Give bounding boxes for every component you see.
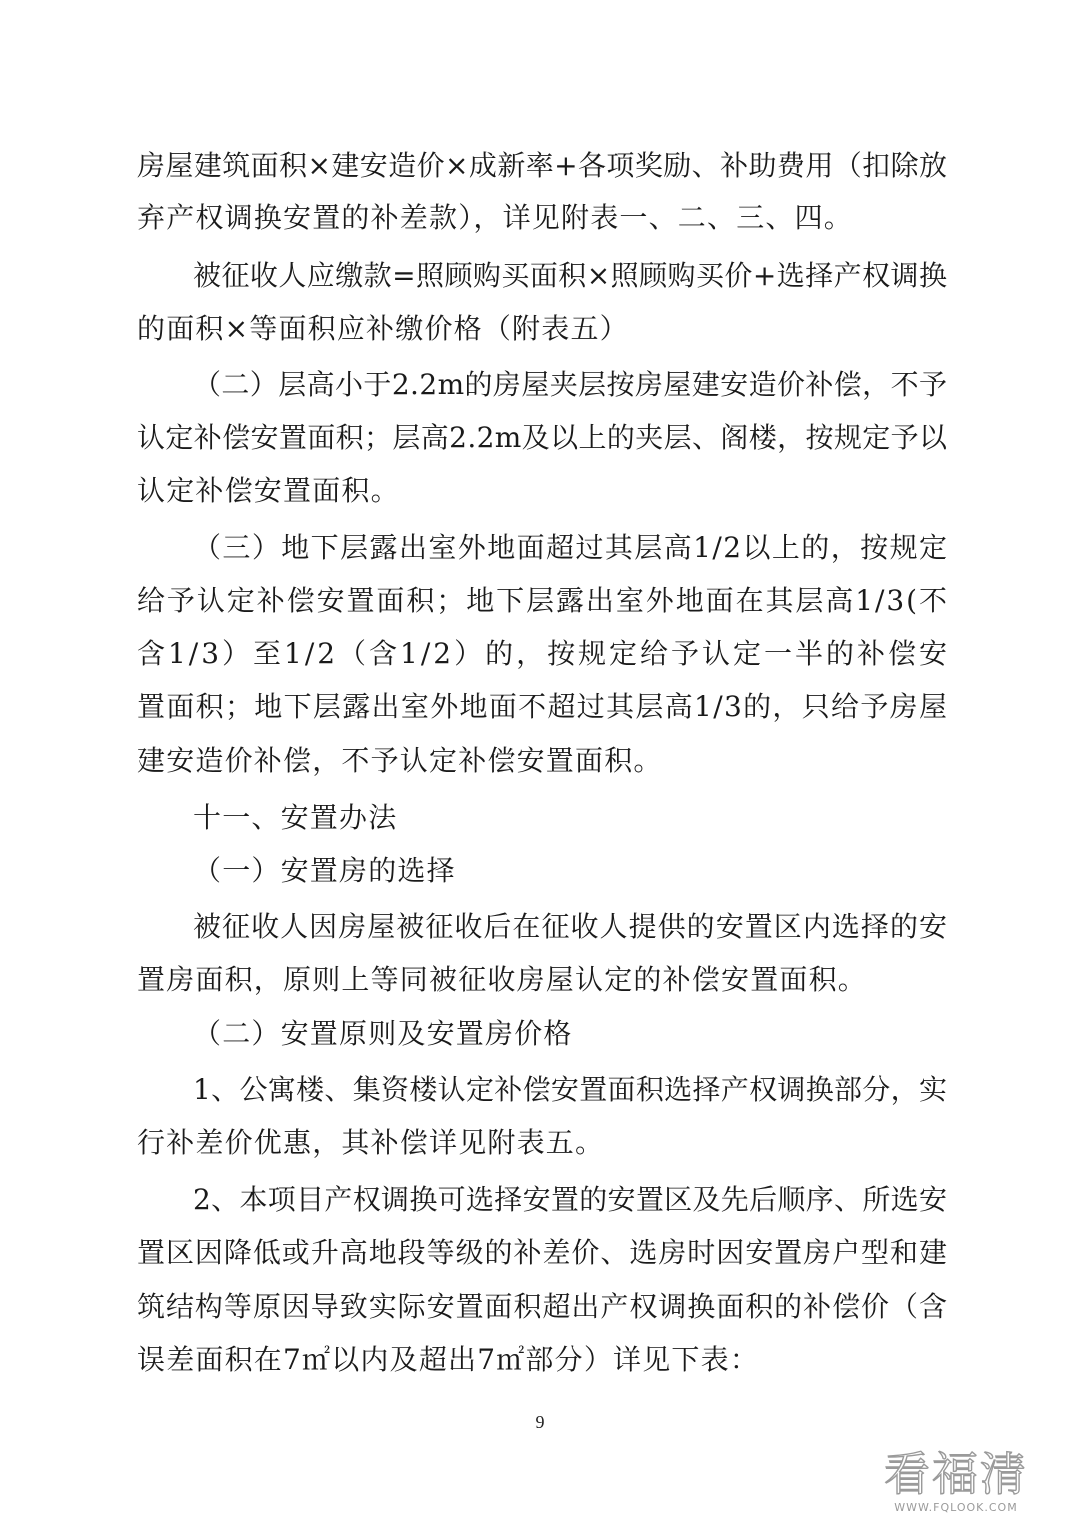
text-line-12: 建安造价补偿，不予认定补偿安置面积。	[137, 744, 663, 777]
text-line-18: 1、公寓楼、集资楼认定补偿安置面积选择产权调换部分，实	[193, 1073, 948, 1106]
page-number: 9	[535, 1412, 545, 1432]
text-line-20: 2、本项目产权调换可选择安置的安置区及先后顺序、所选安	[193, 1183, 948, 1216]
text-line-3: 被征收人应缴款=照顾购买面积×照顾购买价+选择产权调换	[193, 259, 948, 292]
watermark	[856, 1449, 1056, 1514]
text-line-6: 认定补偿安置面积；层高2.2m及以上的夹层、阁楼，按规定予以	[137, 421, 948, 454]
text-line-10: 含1/3）至1/2（含1/2）的，按规定给予认定一半的补偿安	[137, 637, 950, 670]
section-heading-eleven: 十一、安置办法	[193, 801, 398, 834]
text-line-22: 筑结构等原因导致实际安置面积超出产权调换面积的补偿价（含	[137, 1290, 948, 1323]
text-line-2: 弃产权调换安置的补差款），详见附表一、二、三、四。	[137, 201, 854, 234]
watermark-url: WWW.FQLOOK.COM	[894, 1501, 1018, 1514]
text-line-8: （三）地下层露出室外地面超过其层高1/2以上的，按规定	[193, 531, 949, 564]
text-line-11: 置面积；地下层露出室外地面不超过其层高1/3的，只给予房屋	[137, 690, 949, 723]
watermark-logo: 看福清	[884, 1447, 1028, 1501]
subsection-heading-two: （二）安置原则及安置房价格	[193, 1017, 573, 1050]
text-line-4: 的面积×等面积应补缴价格（附表五）	[137, 312, 629, 345]
text-line-21: 置区因降低或升高地段等级的补差价、选房时因安置房户型和建	[137, 1236, 948, 1269]
text-line-19: 行补差价优惠，其补偿详见附表五。	[137, 1126, 605, 1159]
subsection-heading-one: （一）安置房的选择	[193, 854, 456, 887]
text-line-23: 误差面积在7㎡以内及超出7㎡部分）详见下表：	[137, 1343, 760, 1376]
text-line-16: 置房面积，原则上等同被征收房屋认定的补偿安置面积。	[137, 963, 868, 996]
text-line-15: 被征收人因房屋被征收后在征收人提供的安置区内选择的安	[193, 910, 949, 943]
text-line-5: （二）层高小于2.2m的房屋夹层按房屋建安造价补偿，不予	[193, 368, 948, 401]
text-line-9: 给予认定补偿安置面积；地下层露出室外地面在其层高1/3(不	[137, 584, 949, 617]
text-line-1: 房屋建筑面积×建安造价×成新率+各项奖励、补助费用（扣除放	[137, 149, 948, 182]
text-line-7: 认定补偿安置面积。	[137, 474, 400, 507]
